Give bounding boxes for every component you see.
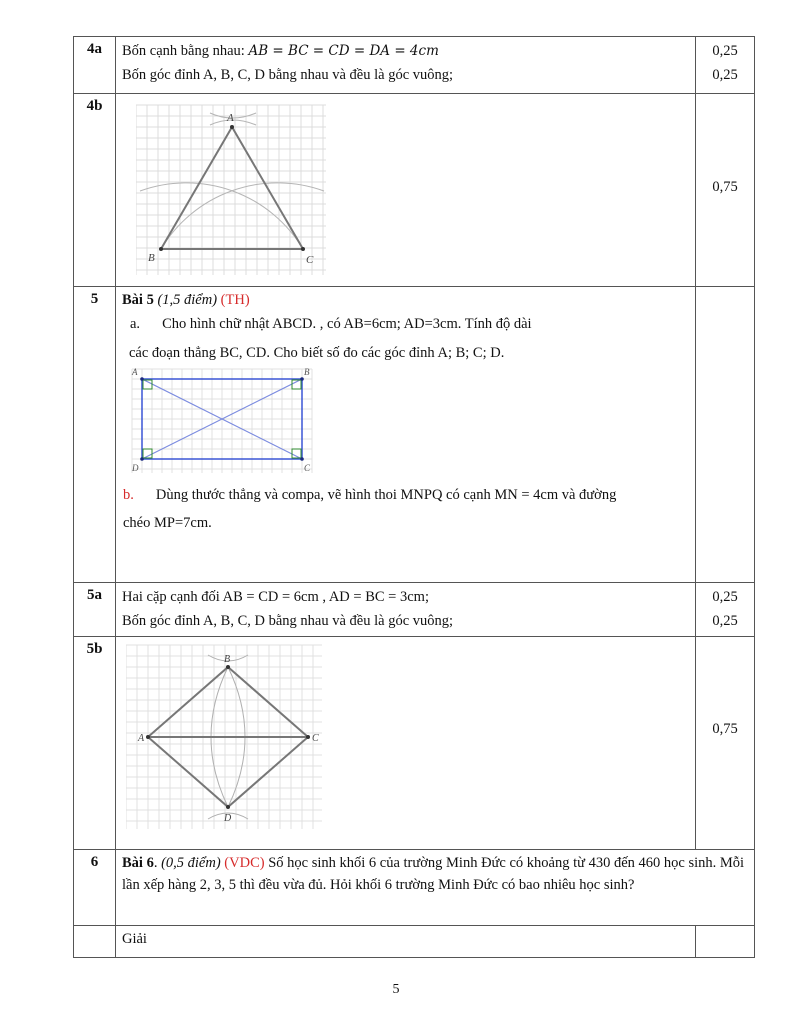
vertex-label-c: C: [306, 254, 314, 266]
svg-text:D: D: [224, 813, 232, 824]
svg-text:D: D: [132, 463, 139, 473]
svg-text:B: B: [224, 654, 231, 665]
svg-text:A: A: [138, 733, 145, 744]
row-4b: [74, 94, 755, 287]
part-a-cont: các đoạn thẳng BC, CD. Cho biết số đo các góc đỉnh A; B; C; D.: [129, 345, 505, 361]
row-label: 6: [74, 850, 116, 926]
score-cell: 0,25 0,25: [696, 37, 755, 94]
score-cell: 0,75: [696, 94, 755, 287]
question-title: Bài 5 (1,5 điểm) (TH): [122, 292, 250, 308]
triangle-figure: [136, 103, 336, 278]
row-6: [74, 850, 755, 926]
rectangle-figure: [128, 367, 314, 479]
row-5: [74, 287, 755, 583]
part-b: b. Dùng thước thẳng và compa, vẽ hình thoi MNPQ có cạnh MN = 4cm và đường: [123, 487, 617, 503]
row-label: 4b: [74, 94, 116, 287]
vertex-label-b: B: [148, 252, 155, 264]
row-label: 5b: [74, 637, 116, 850]
row-label: [74, 926, 116, 958]
score-cell: [696, 926, 755, 958]
row-label: 4a: [74, 37, 116, 94]
answer-table: [73, 36, 755, 958]
answer-line: Hai cặp cạnh đối AB = CD = 6cm , AD = BC = 3cm;: [122, 589, 429, 605]
row-5b: [74, 637, 755, 850]
score-cell: [696, 287, 755, 583]
row-content: [116, 287, 696, 583]
rhombus-figure: [126, 643, 326, 833]
answer-line: Bốn góc đỉnh A, B, C, D bằng nhau và đều là góc vuông;: [122, 613, 454, 629]
row-content: [116, 926, 696, 958]
row-content: [116, 637, 696, 850]
row-content: [116, 94, 696, 287]
part-b-cont: chéo MP=7cm.: [123, 515, 212, 531]
vertex-label-a: A: [227, 112, 234, 124]
row-content: [116, 850, 755, 926]
row-5a: [74, 583, 755, 637]
row-label: 5a: [74, 583, 116, 637]
row-6-solution: [74, 926, 755, 958]
score-cell: 0,75: [696, 637, 755, 850]
svg-text:C: C: [312, 733, 319, 744]
svg-text:C: C: [304, 463, 311, 473]
row-label: 5: [74, 287, 116, 583]
question-6: Bài 6. (0,5 điểm) (VDC) Số học sinh khối 6 của trường Minh Đức có khoảng từ 430 đến 460 học sinh. Mỗi lần xếp hàng 2, 3, 5 thì đều vừa đủ. Hỏi khối 6 trường Minh Đức có bao nhiêu học sinh?: [122, 855, 745, 893]
row-content: [116, 37, 696, 94]
answer-line: Bốn góc đỉnh A, B, C, D bằng nhau và đều là góc vuông;: [122, 67, 454, 83]
row-content: [116, 583, 696, 637]
answer-line: Bốn cạnh bằng nhau: AB = BC = CD = DA = 4cm: [122, 43, 439, 59]
row-4a: [74, 37, 755, 94]
score-cell: 0,25 0,25: [696, 583, 755, 637]
side-ab: [161, 127, 232, 249]
solution-label: Giải: [122, 931, 147, 947]
svg-text:B: B: [304, 367, 310, 377]
part-a: a. Cho hình chữ nhật ABCD. , có AB=6cm; AD=3cm. Tính độ dài: [130, 316, 532, 332]
svg-text:A: A: [132, 367, 138, 377]
page-number: 5: [392, 982, 400, 997]
